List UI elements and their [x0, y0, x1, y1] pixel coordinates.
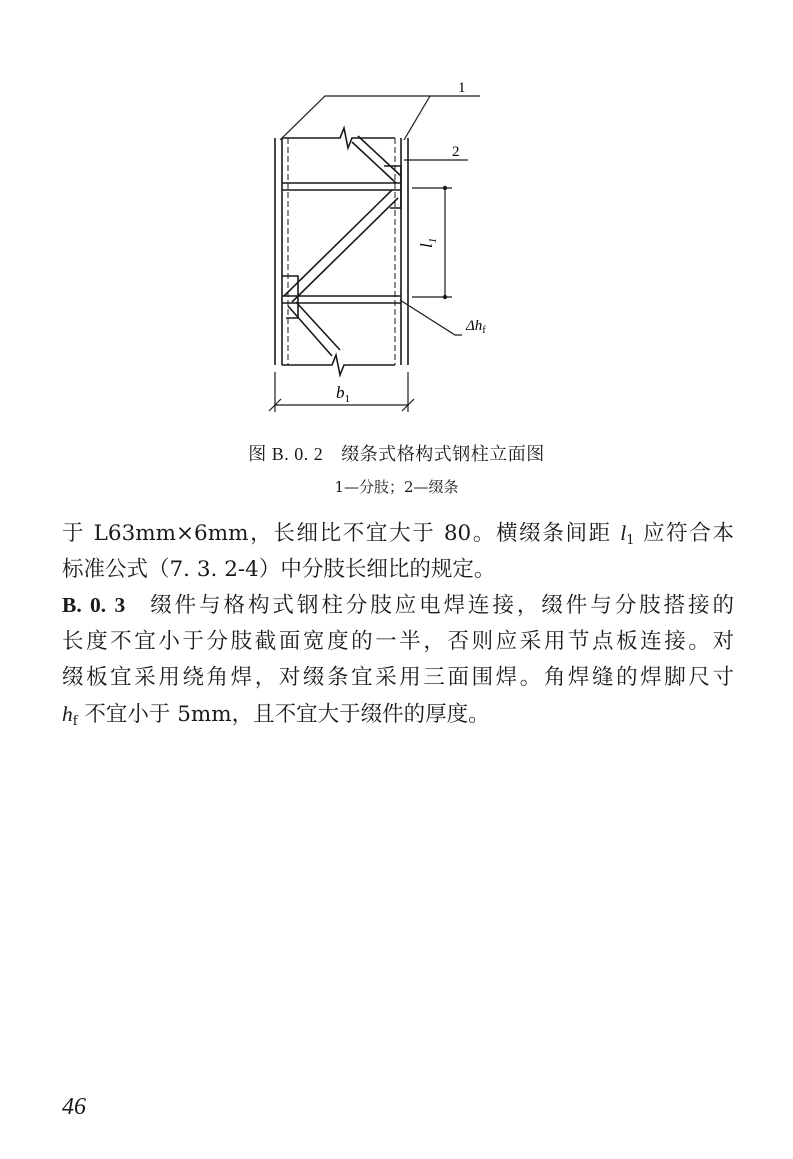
figure-legend: 1—分肢；2—缀条 [334, 478, 459, 496]
left-limb [275, 138, 288, 365]
diagonal-lacing [282, 136, 401, 356]
callout-1-label: 1 [458, 80, 466, 96]
paragraph-line: B. 0. 3 缀件与格构式钢柱分肢应电焊连接，缀件与分肢搭接的 [62, 593, 734, 618]
section-number: B. 0. 3 [62, 593, 126, 617]
horizontal-lacing-upper [282, 183, 401, 190]
figure-title: 缀条式格构式钢柱立面图 [341, 444, 545, 465]
column-elevation-figure [0, 0, 793, 440]
section-b03-paragraph [62, 587, 734, 733]
weld-size-label: $\Delta h_f$ [466, 318, 486, 336]
dim-b1-label: $b_1$ [336, 383, 350, 405]
page-number: 46 [62, 1094, 86, 1120]
figure-caption [0, 440, 793, 466]
dim-l1-label: $l_1$ [417, 237, 439, 248]
horizontal-lacing-lower [282, 296, 401, 303]
paragraph-line: 于 L63mm×6mm，长细比不宜大于 80。横缀条间距 $l_1$ 应符合本 [62, 521, 734, 548]
paragraph-line: 标准公式（7. 3. 2-4）中分肢长细比的规定。 [62, 557, 496, 582]
paragraph-line: 长度不宜小于分肢截面宽度的一半，否则应采用节点板连接。对 [62, 629, 734, 654]
paragraph-continuation [62, 515, 734, 588]
paragraph-line: $h_f$ 不宜小于 5mm，且不宜大于缀件的厚度。 [62, 702, 490, 729]
paragraph-line: 缀板宜采用绕角焊，对缀条宜采用三面围焊。角焊缝的焊脚尺寸 [62, 665, 734, 690]
break-lines [282, 128, 395, 375]
figure-number: 图 B. 0. 2 [248, 444, 324, 464]
callout-2-label: 2 [452, 144, 460, 160]
